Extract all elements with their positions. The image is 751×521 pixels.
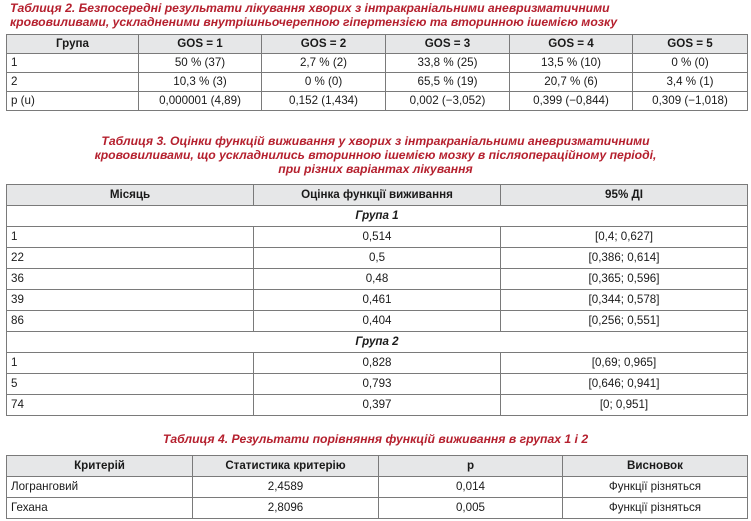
table3-header-ci: 95% ДІ — [501, 185, 748, 206]
table-cell: [0,256; 0,551] — [501, 311, 748, 332]
table-cell: 5 — [7, 374, 254, 395]
table-cell: 1 — [7, 353, 254, 374]
table-cell: [0; 0,951] — [501, 395, 748, 416]
table-cell: 0,461 — [254, 290, 501, 311]
table-cell: 0,397 — [254, 395, 501, 416]
table-cell: [0,344; 0,578] — [501, 290, 748, 311]
table2-header-gos2: GOS = 2 — [262, 35, 386, 54]
table-cell: 0,014 — [379, 477, 563, 498]
table-row — [7, 374, 748, 395]
table3-caption-line3: при різних варіантах лікування — [278, 162, 473, 176]
table-cell: [0,365; 0,596] — [501, 269, 748, 290]
table-cell: 33,8 % (25) — [386, 54, 510, 73]
table-cell: 65,5 % (19) — [386, 73, 510, 92]
table4-header-criterion: Критерій — [7, 456, 193, 477]
table2-caption — [0, 1, 751, 29]
table2-header-gos3: GOS = 3 — [386, 35, 510, 54]
table2 — [6, 34, 748, 111]
table4-header-p: p — [379, 456, 563, 477]
table2-caption-line2: крововиливами, ускладненими внутрішньочерепною гіпертензією та вторинною ішемією мозку — [10, 15, 618, 29]
table-cell: p (u) — [7, 92, 139, 111]
table-cell: 3,4 % (1) — [633, 73, 748, 92]
table4-header-statistic: Статистика критерію — [193, 456, 379, 477]
table-cell: 0,404 — [254, 311, 501, 332]
table-row — [7, 353, 748, 374]
table-cell: 1 — [7, 227, 254, 248]
table3-header-month: Місяць — [7, 185, 254, 206]
table3-header-row — [7, 185, 748, 206]
table2-header-group: Група — [7, 35, 139, 54]
table-cell: 0 % (0) — [262, 73, 386, 92]
table-cell: [0,646; 0,941] — [501, 374, 748, 395]
table-cell: Гехана — [7, 498, 193, 519]
table3-caption — [0, 134, 751, 176]
table-row — [7, 477, 748, 498]
table-cell: 0,152 (1,434) — [262, 92, 386, 111]
table-cell: 74 — [7, 395, 254, 416]
table-cell: 0 % (0) — [633, 54, 748, 73]
group-row — [7, 332, 748, 353]
table-cell: 0,399 (−0,844) — [510, 92, 633, 111]
table-row — [7, 290, 748, 311]
table2-header-gos4: GOS = 4 — [510, 35, 633, 54]
table-row — [7, 395, 748, 416]
table4 — [6, 455, 748, 519]
table-cell: 0,793 — [254, 374, 501, 395]
table-row — [7, 269, 748, 290]
table-cell: 1 — [7, 54, 139, 73]
table-cell: Логранговий — [7, 477, 193, 498]
table2-header-gos5: GOS = 5 — [633, 35, 748, 54]
table-row — [7, 54, 748, 73]
table-cell: 0,002 (−3,052) — [386, 92, 510, 111]
table2-caption-line1: Таблиця 2. Безпосередні результати лікування хворих з інтракраніальними аневризматичними — [10, 1, 610, 15]
table-cell: 0,5 — [254, 248, 501, 269]
table-cell: 0,000001 (4,89) — [139, 92, 262, 111]
table3-caption-line2: крововиливами, що ускладнились вторинною ішемією мозку в післяопераційному періоді, — [94, 148, 657, 162]
table4-header-row — [7, 456, 748, 477]
table-cell: 2 — [7, 73, 139, 92]
table-row — [7, 248, 748, 269]
table-cell: 86 — [7, 311, 254, 332]
table-row — [7, 498, 748, 519]
table-cell: 0,828 — [254, 353, 501, 374]
table-cell: 36 — [7, 269, 254, 290]
table-cell: 22 — [7, 248, 254, 269]
table-cell: 2,7 % (2) — [262, 54, 386, 73]
group1-label: Група 1 — [7, 206, 748, 227]
table-cell: 39 — [7, 290, 254, 311]
table2-header-gos1: GOS = 1 — [139, 35, 262, 54]
group-row — [7, 206, 748, 227]
table-cell: 20,7 % (6) — [510, 73, 633, 92]
table-row — [7, 227, 748, 248]
group2-label: Група 2 — [7, 332, 748, 353]
table2-header-row — [7, 35, 748, 54]
table-cell: 10,3 % (3) — [139, 73, 262, 92]
table-cell: Функції різняться — [563, 477, 748, 498]
table-cell: [0,386; 0,614] — [501, 248, 748, 269]
table4-caption: Таблиця 4. Результати порівняння функцій виживання в групах 1 і 2 — [162, 432, 589, 446]
table-row — [7, 92, 748, 111]
table3 — [6, 184, 748, 416]
table3-header-survival: Оцінка функції виживання — [254, 185, 501, 206]
table-cell: 0,309 (−1,018) — [633, 92, 748, 111]
table4-header-conclusion: Висновок — [563, 456, 748, 477]
table-cell: 50 % (37) — [139, 54, 262, 73]
table-cell: 0,48 — [254, 269, 501, 290]
table-cell: 0,005 — [379, 498, 563, 519]
table-row — [7, 311, 748, 332]
table-cell: [0,4; 0,627] — [501, 227, 748, 248]
table-cell: [0,69; 0,965] — [501, 353, 748, 374]
table-cell: 0,514 — [254, 227, 501, 248]
table-cell: 2,8096 — [193, 498, 379, 519]
table-cell: 13,5 % (10) — [510, 54, 633, 73]
table3-caption-line1: Таблиця 3. Оцінки функцій виживання у хворих з інтракраніальними аневризматичними — [101, 134, 650, 148]
table-cell: 2,4589 — [193, 477, 379, 498]
table-row — [7, 73, 748, 92]
table-cell: Функції різняться — [563, 498, 748, 519]
